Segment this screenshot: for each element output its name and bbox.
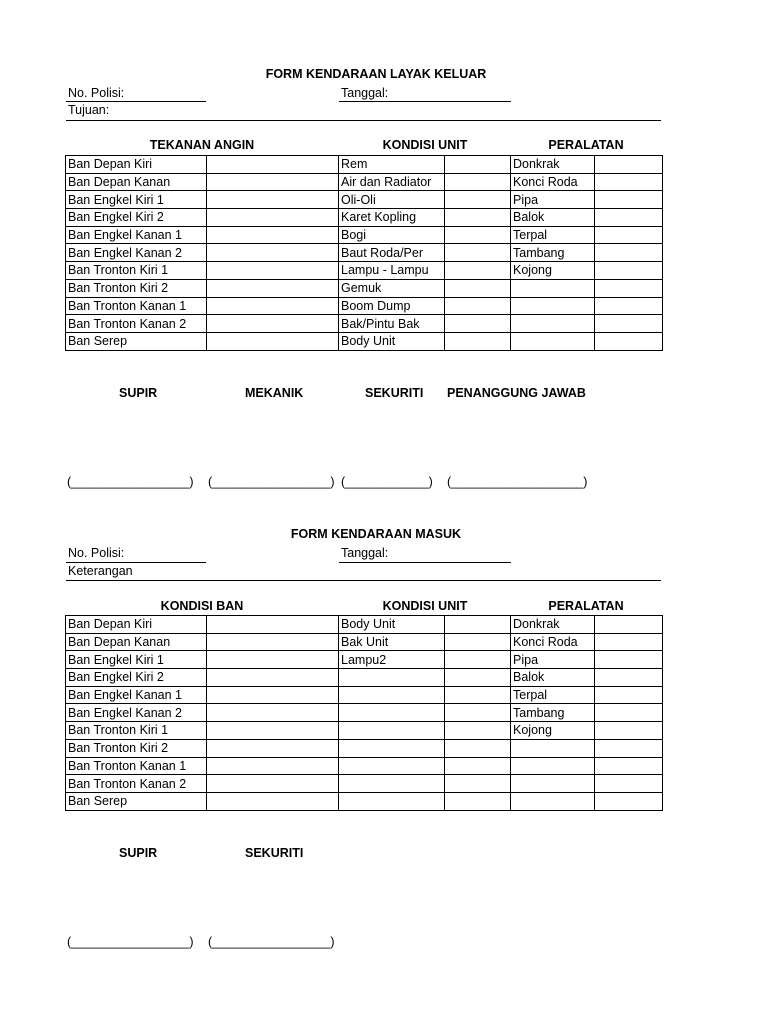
signature-penanggung-jawab: PENANGGUNG JAWAB — [447, 386, 586, 400]
item-label: Pipa — [511, 651, 595, 669]
item-label: Terpal — [511, 686, 595, 704]
item-label: Ban Engkel Kanan 2 — [66, 704, 207, 722]
keterangan-label: Keterangan — [68, 564, 133, 578]
item-label: Donkrak — [511, 156, 595, 174]
item-label — [511, 315, 595, 333]
table-row — [66, 173, 663, 191]
check-cell[interactable] — [445, 244, 511, 262]
check-cell[interactable] — [445, 775, 511, 793]
item-label: Karet Kopling — [339, 209, 445, 227]
check-cell[interactable] — [207, 297, 339, 315]
item-label: Konci Roda — [511, 173, 595, 191]
check-cell[interactable] — [445, 651, 511, 669]
item-label: Air dan Radiator — [339, 173, 445, 191]
signature-blank-mekanik[interactable]: (_________________) — [208, 475, 335, 489]
check-cell[interactable] — [595, 244, 663, 262]
check-cell[interactable] — [207, 315, 339, 333]
table-row — [66, 686, 663, 704]
item-label — [511, 775, 595, 793]
check-cell[interactable] — [595, 686, 663, 704]
signature-blank-sekuriti-masuk[interactable]: (_________________) — [208, 935, 335, 949]
table-row — [66, 209, 663, 227]
check-cell[interactable] — [207, 262, 339, 280]
table-row — [66, 332, 663, 350]
check-cell[interactable] — [207, 704, 339, 722]
check-cell[interactable] — [445, 792, 511, 810]
check-cell[interactable] — [207, 633, 339, 651]
check-cell[interactable] — [445, 297, 511, 315]
check-cell[interactable] — [595, 633, 663, 651]
table-row — [66, 297, 663, 315]
check-cell[interactable] — [445, 156, 511, 174]
checklist-table-masuk — [65, 615, 663, 811]
item-label: Balok — [511, 209, 595, 227]
check-cell[interactable] — [595, 191, 663, 209]
header-kondisi-unit-masuk: KONDISI UNIT — [382, 599, 468, 613]
check-cell[interactable] — [207, 279, 339, 297]
check-cell[interactable] — [595, 297, 663, 315]
check-cell[interactable] — [595, 262, 663, 280]
item-label: Ban Tronton Kanan 2 — [66, 775, 207, 793]
item-label: Body Unit — [339, 332, 445, 350]
no-polisi-label: No. Polisi: — [68, 86, 125, 100]
item-label: Ban Tronton Kiri 1 — [66, 262, 207, 280]
item-label: Ban Depan Kiri — [66, 156, 207, 174]
check-cell[interactable] — [595, 173, 663, 191]
check-cell[interactable] — [207, 226, 339, 244]
item-label: Ban Depan Kiri — [66, 616, 207, 634]
item-label — [511, 792, 595, 810]
check-cell[interactable] — [445, 739, 511, 757]
item-label — [339, 669, 445, 687]
table-row — [66, 226, 663, 244]
check-cell[interactable] — [595, 739, 663, 757]
item-label — [339, 775, 445, 793]
item-label: Ban Engkel Kanan 1 — [66, 686, 207, 704]
table-row — [66, 262, 663, 280]
check-cell[interactable] — [445, 315, 511, 333]
table-row — [66, 739, 663, 757]
item-label: Ban Tronton Kanan 1 — [66, 297, 207, 315]
check-cell[interactable] — [207, 332, 339, 350]
item-label — [339, 686, 445, 704]
table-row — [66, 156, 663, 174]
tanggal-label-masuk: Tanggal: — [341, 546, 389, 560]
item-label — [339, 757, 445, 775]
signature-blank-supir-masuk[interactable]: (_________________) — [67, 935, 194, 949]
tujuan-label: Tujuan: — [68, 103, 110, 117]
checklist-table-keluar — [65, 155, 663, 351]
item-label: Bak Unit — [339, 633, 445, 651]
check-cell[interactable] — [595, 279, 663, 297]
form-masuk-title: FORM KENDARAAN MASUK — [290, 527, 462, 541]
check-cell[interactable] — [207, 669, 339, 687]
table-row — [66, 616, 663, 634]
check-cell[interactable] — [207, 173, 339, 191]
check-cell[interactable] — [207, 722, 339, 740]
check-cell[interactable] — [595, 332, 663, 350]
check-cell[interactable] — [207, 686, 339, 704]
check-cell[interactable] — [445, 616, 511, 634]
table-row — [66, 191, 663, 209]
check-cell[interactable] — [207, 757, 339, 775]
signature-sekuriti: SEKURITI — [365, 386, 424, 400]
item-label: Boom Dump — [339, 297, 445, 315]
signature-blank-sekuriti[interactable]: (____________) — [341, 475, 433, 489]
check-cell[interactable] — [445, 279, 511, 297]
item-label: Ban Engkel Kiri 1 — [66, 191, 207, 209]
item-label: Tambang — [511, 704, 595, 722]
check-cell[interactable] — [595, 315, 663, 333]
item-label: Ban Serep — [66, 792, 207, 810]
check-cell[interactable] — [207, 191, 339, 209]
item-label — [339, 739, 445, 757]
check-cell[interactable] — [445, 173, 511, 191]
item-label: Donkrak — [511, 616, 595, 634]
item-label: Lampu2 — [339, 651, 445, 669]
item-label: Kojong — [511, 722, 595, 740]
no-polisi-line-masuk[interactable] — [66, 562, 206, 563]
check-cell[interactable] — [445, 209, 511, 227]
item-label: Ban Tronton Kanan 1 — [66, 757, 207, 775]
table-row — [66, 775, 663, 793]
header-kondisi-unit: KONDISI UNIT — [382, 138, 468, 152]
check-cell[interactable] — [595, 616, 663, 634]
table-row — [66, 722, 663, 740]
no-polisi-label-masuk: No. Polisi: — [68, 546, 125, 560]
header-kondisi-ban: KONDISI BAN — [160, 599, 244, 613]
check-cell[interactable] — [445, 686, 511, 704]
check-cell[interactable] — [595, 792, 663, 810]
check-cell[interactable] — [207, 209, 339, 227]
check-cell[interactable] — [445, 332, 511, 350]
check-cell[interactable] — [445, 226, 511, 244]
check-cell[interactable] — [445, 669, 511, 687]
no-polisi-line[interactable] — [66, 101, 206, 102]
item-label: Ban Engkel Kiri 2 — [66, 209, 207, 227]
item-label: Bak/Pintu Bak — [339, 315, 445, 333]
item-label — [511, 739, 595, 757]
table-row — [66, 704, 663, 722]
item-label: Rem — [339, 156, 445, 174]
item-label: Lampu - Lampu — [339, 262, 445, 280]
item-label: Tambang — [511, 244, 595, 262]
item-label: Ban Engkel Kiri 2 — [66, 669, 207, 687]
check-cell[interactable] — [595, 722, 663, 740]
item-label: Kojong — [511, 262, 595, 280]
item-label: Ban Depan Kanan — [66, 633, 207, 651]
item-label: Bogi — [339, 226, 445, 244]
item-label: Ban Tronton Kiri 2 — [66, 739, 207, 757]
header-peralatan-masuk: PERALATAN — [548, 599, 624, 613]
check-cell[interactable] — [445, 633, 511, 651]
item-label: Oli-Oli — [339, 191, 445, 209]
item-label — [339, 722, 445, 740]
signature-blank-penanggung-jawab[interactable]: (___________________) — [447, 475, 588, 489]
tanggal-line[interactable] — [339, 101, 511, 102]
check-cell[interactable] — [445, 757, 511, 775]
check-cell[interactable] — [207, 792, 339, 810]
check-cell[interactable] — [595, 704, 663, 722]
item-label — [511, 332, 595, 350]
form-keluar-title: FORM KENDARAAN LAYAK KELUAR — [265, 67, 487, 81]
item-label: Ban Depan Kanan — [66, 173, 207, 191]
header-peralatan: PERALATAN — [548, 138, 624, 152]
item-label: Ban Engkel Kanan 1 — [66, 226, 207, 244]
signature-sekuriti-masuk: SEKURITI — [245, 846, 304, 860]
item-label: Ban Engkel Kanan 2 — [66, 244, 207, 262]
item-label: Balok — [511, 669, 595, 687]
item-label: Gemuk — [339, 279, 445, 297]
check-cell[interactable] — [445, 191, 511, 209]
table-row — [66, 669, 663, 687]
signature-supir: SUPIR — [119, 386, 158, 400]
item-label: Body Unit — [339, 616, 445, 634]
check-cell[interactable] — [207, 651, 339, 669]
item-label: Konci Roda — [511, 633, 595, 651]
check-cell[interactable] — [595, 209, 663, 227]
table-row — [66, 757, 663, 775]
item-label: Ban Serep — [66, 332, 207, 350]
item-label: Ban Tronton Kiri 2 — [66, 279, 207, 297]
item-label: Baut Roda/Per — [339, 244, 445, 262]
check-cell[interactable] — [207, 156, 339, 174]
check-cell[interactable] — [207, 244, 339, 262]
table-row — [66, 279, 663, 297]
check-cell[interactable] — [595, 156, 663, 174]
tanggal-label: Tanggal: — [341, 86, 389, 100]
item-label: Ban Tronton Kiri 1 — [66, 722, 207, 740]
table-row — [66, 792, 663, 810]
check-cell[interactable] — [595, 651, 663, 669]
check-cell[interactable] — [595, 757, 663, 775]
item-label: Ban Tronton Kanan 2 — [66, 315, 207, 333]
keterangan-line[interactable] — [66, 580, 661, 581]
check-cell[interactable] — [595, 775, 663, 793]
table-row — [66, 315, 663, 333]
item-label: Terpal — [511, 226, 595, 244]
table-row — [66, 244, 663, 262]
signature-supir-masuk: SUPIR — [119, 846, 158, 860]
check-cell[interactable] — [207, 775, 339, 793]
item-label: Ban Engkel Kiri 1 — [66, 651, 207, 669]
header-tekanan-angin: TEKANAN ANGIN — [149, 138, 255, 152]
item-label — [339, 792, 445, 810]
item-label — [339, 704, 445, 722]
check-cell[interactable] — [445, 704, 511, 722]
check-cell[interactable] — [595, 669, 663, 687]
item-label — [511, 757, 595, 775]
signature-blank-supir[interactable]: (_________________) — [67, 475, 194, 489]
check-cell[interactable] — [595, 226, 663, 244]
table-row — [66, 651, 663, 669]
tujuan-line[interactable] — [66, 120, 661, 121]
check-cell[interactable] — [207, 616, 339, 634]
check-cell[interactable] — [445, 262, 511, 280]
item-label — [511, 297, 595, 315]
signature-mekanik: MEKANIK — [245, 386, 304, 400]
check-cell[interactable] — [445, 722, 511, 740]
item-label — [511, 279, 595, 297]
tanggal-line-masuk[interactable] — [339, 562, 511, 563]
table-row — [66, 633, 663, 651]
check-cell[interactable] — [207, 739, 339, 757]
item-label: Pipa — [511, 191, 595, 209]
